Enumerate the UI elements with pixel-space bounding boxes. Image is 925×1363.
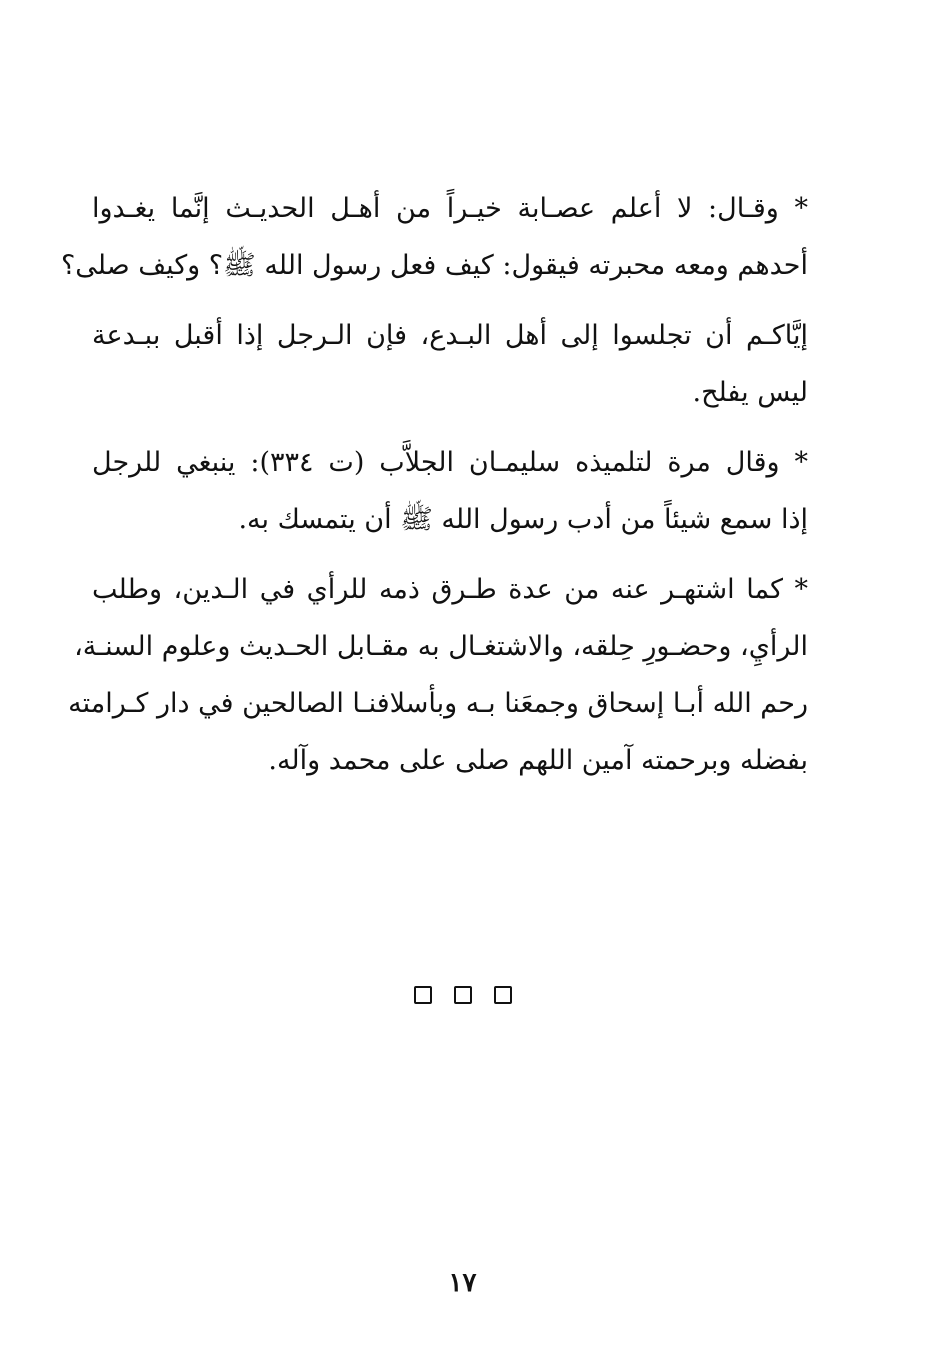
text-line: * كما اشتهـر عنه من عدة طـرق ذمه للرأي في الـدين، وطلب bbox=[92, 574, 808, 605]
text-line: بفضله وبرحمته آمين اللهم صلى على محمد وآله. bbox=[268, 745, 808, 776]
square-outline-icon bbox=[454, 986, 472, 1004]
square-outline-icon bbox=[414, 986, 432, 1004]
paragraph-1 bbox=[60, 180, 808, 294]
square-outline-icon bbox=[494, 986, 512, 1004]
text-line: إذا سمع شيئاً من أدب رسول الله ﷺ أن يتمسك به. bbox=[238, 504, 808, 535]
paragraph-4 bbox=[68, 561, 808, 789]
paragraph-3 bbox=[92, 434, 808, 548]
text-line: ليس يفلح. bbox=[692, 377, 808, 408]
text-line: أحدهم ومعه محبرته فيقول: كيف فعل رسول الله ﷺ؟ وكيف صلى؟ bbox=[60, 250, 808, 281]
body-text bbox=[60, 180, 808, 802]
text-line: الرأيِ، وحضـورِ حِلقه، والاشتغـال به مقـابل الحـديث وعلوم السنـة، bbox=[74, 631, 808, 662]
text-line: رحم الله أبـا إسحاق وجمعَنا بـه وبأسلافنـا الصالحين في دار كـرامته bbox=[68, 688, 808, 719]
text-line: * وقـال: لا أعلم عصـابة خيـراً من أهـل الحديـث إنَّما يغـدوا bbox=[92, 193, 808, 224]
text-line: إيَّاكـم أن تجلسوا إلى أهل البـدع، فإن الـرجل إذا أقبل ببـدعة bbox=[92, 320, 808, 351]
paragraph-2 bbox=[92, 307, 808, 421]
section-separator bbox=[0, 986, 925, 1004]
page-number: ١٧ bbox=[448, 1268, 477, 1298]
text-line: * وقال مرة لتلميذه سليمـان الجلاَّب (ت ٣٣٤): ينبغي للرجل bbox=[92, 447, 808, 478]
